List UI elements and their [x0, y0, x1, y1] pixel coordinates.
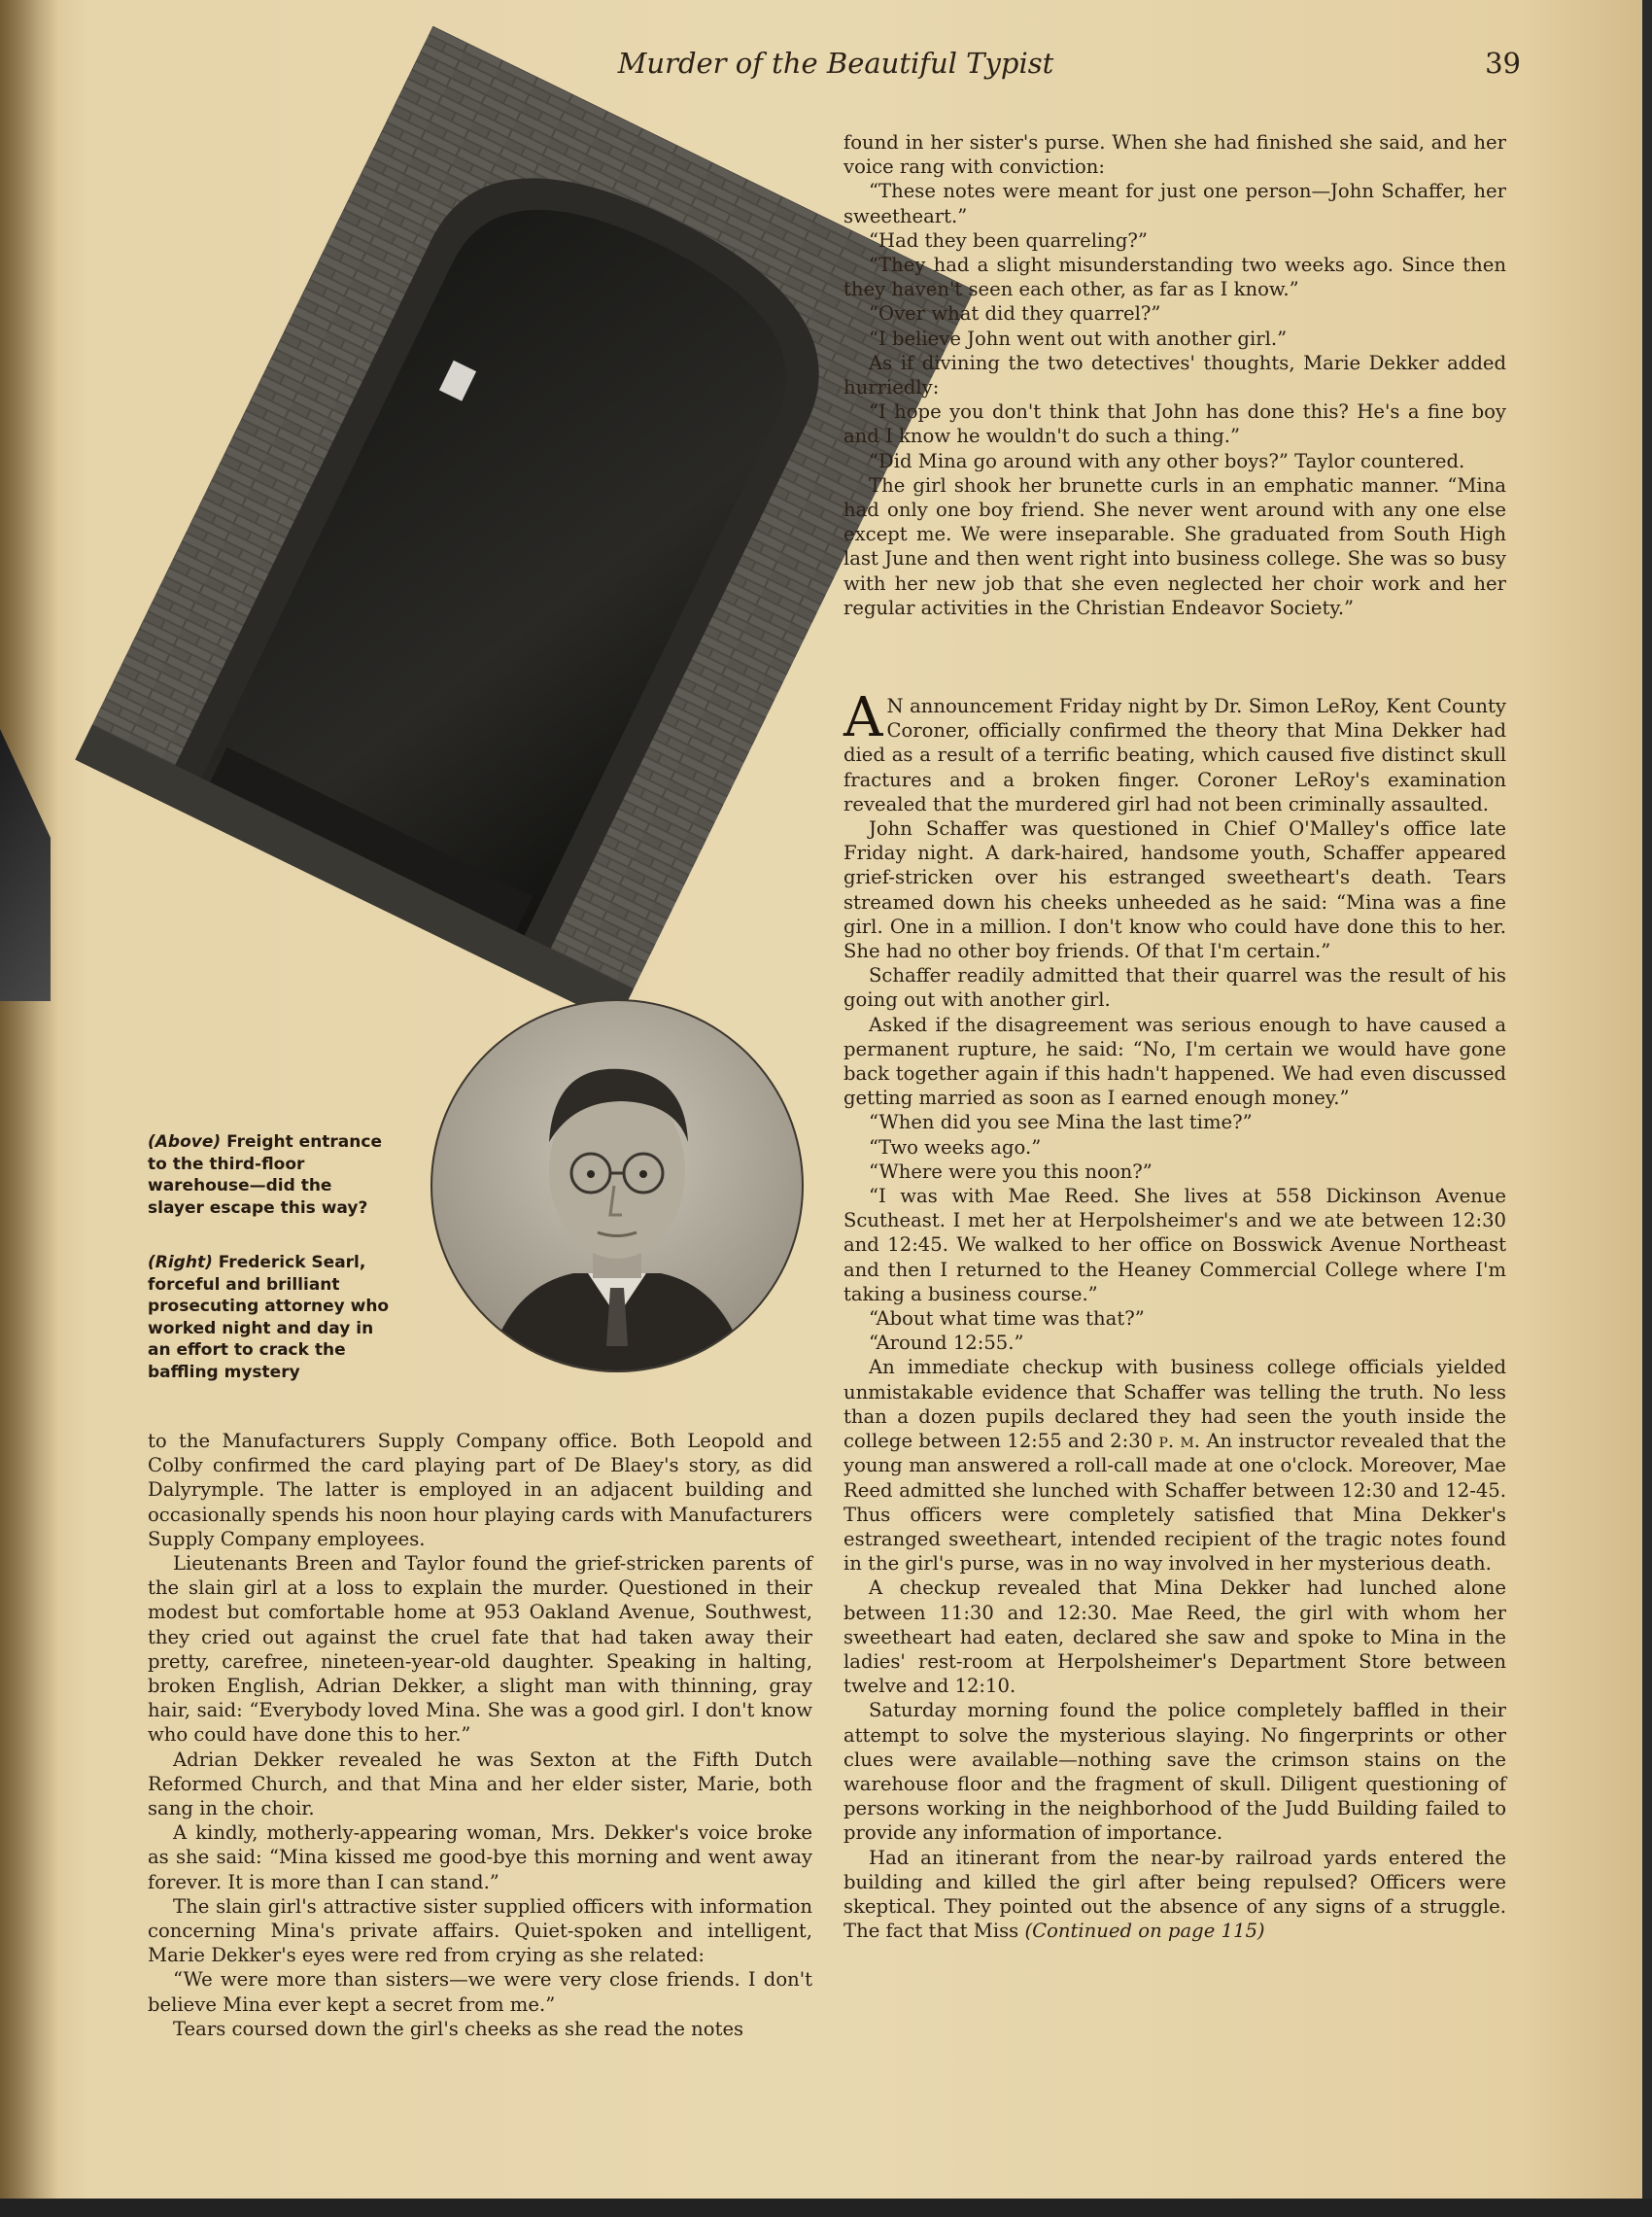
paragraph: The girl shook her brunette curls in an emphatic manner. “Mina had only one boy friend. She never went around with any one else except me. We were inseparable. She graduated from South High last June and then went right into business college. She was so busy with her new job that she even neglected her choir work and her regular activities in the Christian Endeavor Society.”	[843, 473, 1506, 619]
continued-notice: (Continued on page 115)	[1024, 1920, 1265, 1943]
paragraph: Asked if the disagreement was serious enough to have caused a permanent rupture, he said: “No, I'm certain we would have gone back together again if this hadn't happened. We had even discussed getting married as soon as I earned enough money.”	[843, 1013, 1506, 1110]
paragraph: “Two weeks ago.”	[869, 1135, 1042, 1159]
paragraph: The slain girl's attractive sister supplied officers with information concerning Mina's private affairs. Quiet-spoken and intelligent, Marie Dekker's eyes were red from crying as she related:	[148, 1894, 812, 1967]
caption-lead-above: (Above)	[148, 1132, 222, 1152]
caption-frederick-searl	[148, 1252, 393, 1383]
paragraph: A checkup revealed that Mina Dekker had lunched alone between 11:30 and 12:30. Mae Reed, the girl with whom her sweetheart had eaten, declared she saw and spoke to Mina in the ladies' rest-room at Herpolsheimer's Department Store between twelve and 12:10.	[843, 1576, 1506, 1698]
paragraph: “When did you see Mina the last time?”	[869, 1111, 1253, 1134]
freight-entrance-photo	[75, 26, 974, 1024]
drop-cap: A	[843, 686, 883, 749]
checkup-text-after: An instructor revealed that the young man answered a roll-call made at one o'clock. Moreover, Mae Reed admitted she lunched with Schaffer between 12:30 and 12-45. Thus officers were completely satisfied that Mina Dekker's estranged sweetheart, intended recipient of the tragic notes found in the girl's purse, was in no way involved in her mysterious death.	[843, 1430, 1506, 1576]
paragraph: Lieutenants Breen and Taylor found the grief-stricken parents of the slain girl at a loss to explain the murder. Questioned in their modest but comfortable home at 953 Oakland Avenue, Southwest, they cried out against the cruel fate that had taken away their pretty, carefree, nineteen-year-old daughter. Speaking in halting, broken English, Adrian Dekker, a slight man with thinning, gray hair, said: “Everybody loved Mina. She was a good girl. I don't know who could have done this to her.”	[148, 1552, 812, 1747]
paragraph: John Schaffer was questioned in Chief O'Malley's office late Friday night. A dark-haired, handsome youth, Schaffer appeared grief-stricken over his estranged sweetheart's death. Tears streamed down his cheeks unheeded as he said: “Mina was a fine girl. One in a million. I don't know who could have done this to her. She had no other boy friends. Of that I'm certain.”	[843, 817, 1506, 963]
paragraph: “Around 12:55.”	[869, 1332, 1024, 1355]
caption-text-right: Frederick Searl, forceful and brilliant prosecuting attorney who worked night and day in an effort to crack the baffling mystery	[148, 1253, 390, 1382]
paragraph: “About what time was that?”	[869, 1307, 1145, 1331]
time-suffix: p. m.	[1158, 1430, 1201, 1453]
frederick-searl-portrait	[428, 996, 807, 1375]
section-opening-paragraph	[843, 686, 1506, 816]
paragraph: Schaffer readily admitted that their quarrel was the result of his going out with another girl.	[843, 964, 1506, 1012]
paragraph: found in her sister's purse. When she had finished she said, and her voice rang with conviction:	[843, 131, 1506, 179]
caption-freight-entrance	[148, 1131, 393, 1219]
paragraph: A kindly, motherly-appearing woman, Mrs. Dekker's voice broke as she said: “Mina kissed me good-bye this morning and went away forever. It is more than I can stand.”	[148, 1821, 812, 1893]
checkup-text-before: An immediate checkup with business college officials yielded unmistakable evidence that Schaffer was telling the truth. No less than a dozen pupils declared they had seen the youth inside the college between 12:55 and 2:30	[843, 1356, 1506, 1453]
article-right-column-top	[843, 130, 1506, 620]
final-text: Had an itinerant from the near-by railroad yards entered the building and killed the girl after being repulsed? Officers were skeptical. They pointed out the absence of any signs of a struggle. The fact that Miss	[843, 1846, 1506, 1943]
paragraph: Tears coursed down the girl's cheeks as she read the notes	[173, 2017, 744, 2040]
gutter-shadow	[0, 0, 58, 2217]
paragraph: “These notes were meant for just one person—John Schaffer, her sweetheart.”	[843, 180, 1506, 227]
paragraph: “They had a slight misunderstanding two weeks ago. Since then they haven't seen each other, as far as I know.”	[843, 254, 1506, 301]
paragraph: As if divining the two detectives' thoughts, Marie Dekker added hurriedly:	[843, 351, 1506, 399]
article-right-column-section	[843, 686, 1506, 1943]
paragraph: “I hope you don't think that John has done this? He's a fine boy and I know he wouldn't do such a thing.”	[843, 400, 1506, 448]
paragraph: “I was with Mae Reed. She lives at 558 Dickinson Avenue Scutheast. I met her at Herpolsheimer's and we ate between 12:30 and 12:45. We walked to her office on Bosswick Avenue Northeast and then I returned to the Heaney Commercial College where I'm taking a business course.”	[843, 1185, 1506, 1305]
paragraph: Saturday morning found the police completely baffled in their attempt to solve the mysterious slaying. No fingerprints or other clues were available—nothing save the crimson stains on the warehouse floor and the fragment of skull. Diligent questioning of persons working in the neighborhood of the Judd Building failed to provide any information of importance.	[843, 1699, 1506, 1845]
paragraph: Adrian Dekker revealed he was Sexton at the Fifth Dutch Reformed Church, and that Mina and her elder sister, Marie, both sang in the choir.	[148, 1748, 812, 1820]
paragraph: “Where were you this noon?”	[869, 1160, 1153, 1183]
running-header-title: Murder of the Beautiful Typist	[617, 47, 1054, 80]
article-left-column	[148, 1429, 812, 2041]
page-number: 39	[1485, 47, 1521, 80]
paragraph: “We were more than sisters—we were very close friends. I don't believe Mina ever kept a secret from me.”	[148, 1968, 812, 2016]
caption-lead-right: (Right)	[148, 1253, 213, 1272]
paragraph: “Over what did they quarrel?”	[869, 302, 1161, 326]
paragraph: “I believe John went out with another girl.”	[869, 327, 1288, 350]
checkup-paragraph	[843, 1355, 1506, 1576]
caption-text-above: Freight entrance to the third-floor warehouse—did the slayer escape this way?	[148, 1132, 382, 1218]
paragraph: “Did Mina go around with any other boys?” Taylor countered.	[869, 449, 1465, 472]
opening-text: N announcement Friday night by Dr. Simon LeRoy, Kent County Coroner, officially confirmed the theory that Mina Dekker had died as a result of a terrific beating, which caused five distinct skull fractures and a broken finger. Coroner LeRoy's examination revealed that the murdered girl had not been criminally assaulted.	[843, 695, 1506, 815]
page-right-edge	[1642, 0, 1652, 2217]
paragraph: to the Manufacturers Supply Company office. Both Leopold and Colby confirmed the card playing part of De Blaey's story, as did Dalyrymple. The latter is employed in an adjacent building and occasionally spends his noon hour playing cards with Manufacturers Supply Company employees.	[148, 1430, 812, 1550]
paragraph: “Had they been quarreling?”	[869, 228, 1148, 252]
final-paragraph	[843, 1846, 1506, 1944]
page-bottom-edge	[0, 2199, 1652, 2217]
